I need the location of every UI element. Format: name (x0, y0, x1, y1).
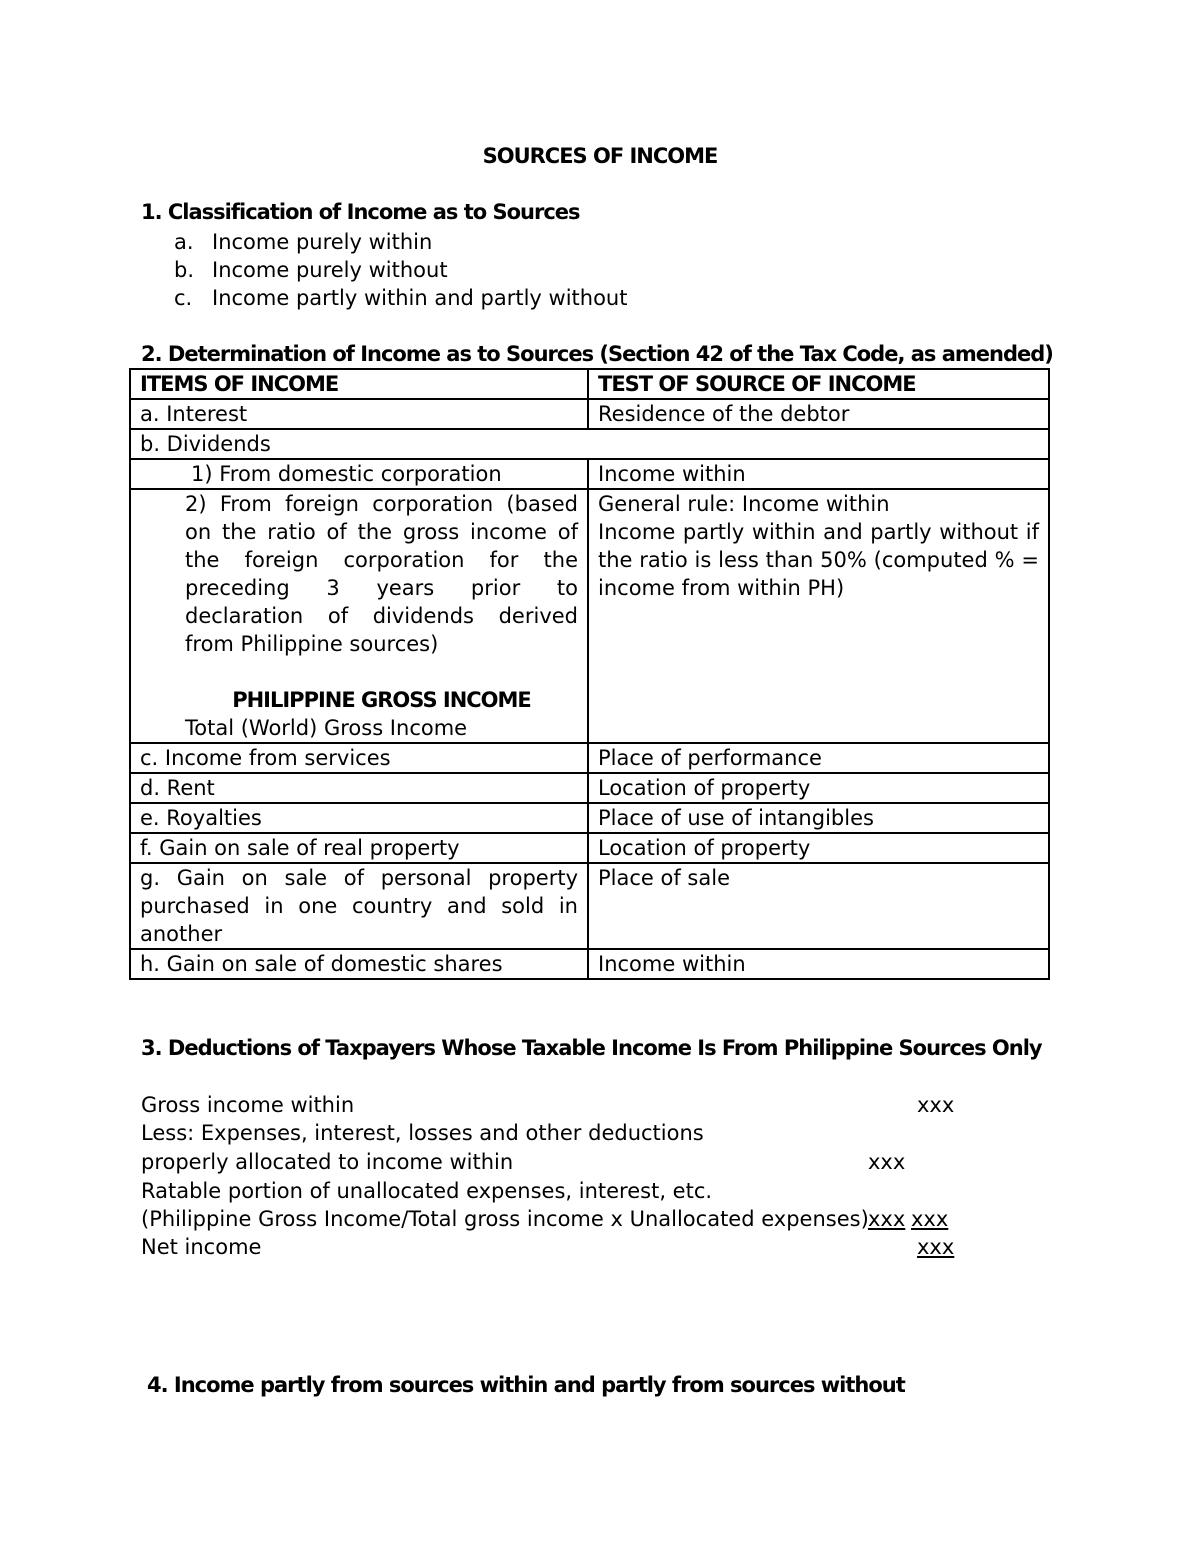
page-title: SOURCES OF INCOME (482, 144, 718, 168)
list-item (174, 256, 448, 284)
list-marker: a. (174, 230, 194, 254)
section1-heading: 1. Classification of Income as to Sources (141, 200, 580, 224)
computation-amount: xxx (868, 1207, 906, 1231)
table-cell: Income within (588, 459, 1049, 489)
computation-label: (Philippine Gross Income/Total gross income x Unallocated expenses) (141, 1207, 869, 1231)
table-cell: g. Gain on sale of personal property purchased in one country and sold in another (130, 863, 588, 949)
foreign-dividend-text: 2) From foreign corporation (based on the ratio of the gross income of the foreign corporation for the preceding 3 years prior to declaration of dividends derived from Philippine sources) (185, 492, 578, 656)
list-item (174, 284, 628, 312)
table-cell: b. Dividends (130, 429, 1049, 459)
table-cell: Place of sale (588, 863, 1049, 949)
table-header: TEST OF SOURCE OF INCOME (588, 369, 1049, 399)
table-header-row (130, 369, 1049, 399)
table-row (130, 429, 1049, 459)
list-marker: c. (174, 286, 193, 310)
table-row (130, 949, 1049, 979)
general-rule-text: General rule: Income within (598, 492, 890, 516)
list-text: Income partly within and partly without (212, 286, 628, 310)
philippine-gross-income-label: PHILIPPINE GROSS INCOME (232, 688, 531, 712)
computation-label: properly allocated to income within (141, 1150, 514, 1174)
section4-heading: 4. Income partly from sources within and partly from sources without (147, 1373, 905, 1397)
table-cell: d. Rent (130, 773, 588, 803)
computation-amount: xxx (911, 1207, 949, 1231)
table-cell: Income within (588, 949, 1049, 979)
table-cell: Place of performance (588, 743, 1049, 773)
computation-label: Net income (141, 1235, 262, 1259)
computation-amount: xxx (917, 1093, 955, 1117)
table-cell: c. Income from services (130, 743, 588, 773)
computation-label: Gross income within (141, 1093, 355, 1117)
table-cell: h. Gain on sale of domestic shares (130, 949, 588, 979)
table-cell: Place of use of intangibles (588, 803, 1049, 833)
table-row (130, 773, 1049, 803)
computation-label: Less: Expenses, interest, losses and other deductions (141, 1121, 704, 1145)
computation-label: Ratable portion of unallocated expenses, interest, etc. (141, 1179, 713, 1203)
table-cell: a. Interest (130, 399, 588, 429)
ratio-rule-text: Income partly within and partly without if the ratio is less than 50% (computed % = income from within PH) (598, 520, 1039, 600)
income-source-table (129, 368, 1050, 980)
table-cell (130, 489, 588, 743)
table-row (130, 459, 1049, 489)
table-cell: f. Gain on sale of real property (130, 833, 588, 863)
section2-heading: 2. Determination of Income as to Sources (Section 42 of the Tax Code, as amended) (141, 342, 1053, 366)
table-header: ITEMS OF INCOME (130, 369, 588, 399)
list-text: Income purely without (212, 258, 448, 282)
table-cell: 1) From domestic corporation (130, 459, 588, 489)
list-text: Income purely within (212, 230, 433, 254)
computation-amount: xxx (917, 1235, 955, 1259)
table-row (130, 833, 1049, 863)
table-row (130, 489, 1049, 743)
table-row (130, 743, 1049, 773)
table-cell (588, 489, 1049, 743)
list-item (174, 228, 433, 256)
section3-heading: 3. Deductions of Taxpayers Whose Taxable Income Is From Philippine Sources Only (141, 1036, 1042, 1060)
list-marker: b. (174, 258, 195, 282)
table-cell: e. Royalties (130, 803, 588, 833)
table-row (130, 399, 1049, 429)
computation-amount: xxx (868, 1150, 906, 1174)
table-cell: Location of property (588, 833, 1049, 863)
table-cell: Location of property (588, 773, 1049, 803)
table-row (130, 863, 1049, 949)
table-cell: Residence of the debtor (588, 399, 1049, 429)
table-row (130, 803, 1049, 833)
total-gross-income-label: Total (World) Gross Income (185, 716, 468, 740)
